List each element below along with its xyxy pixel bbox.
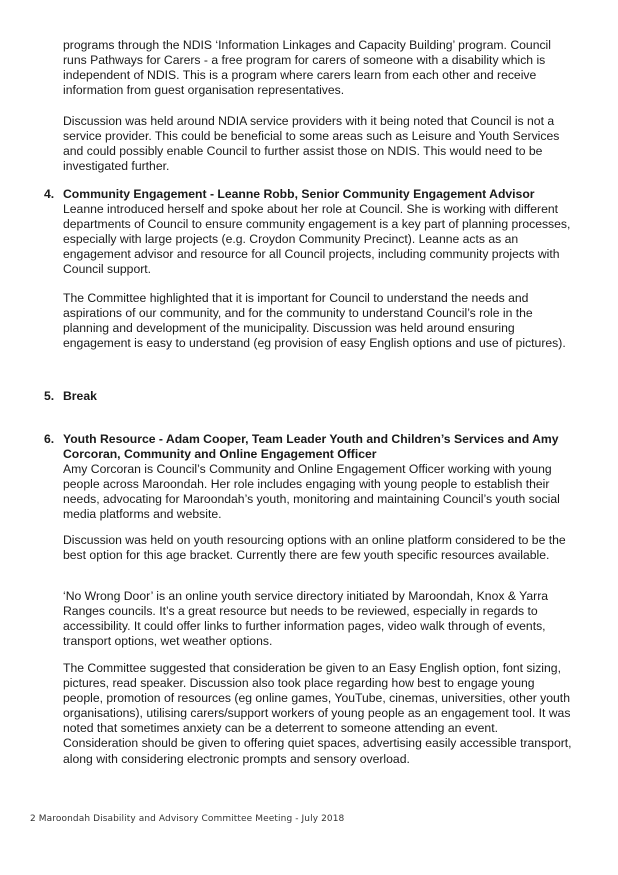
section-paragraph: Leanne introduced herself and spoke about her role at Council. She is working with different departments of Council to ensure community engagement is a key part of planning processes, especially with large projects (e.g. Croydon Community Precinct). Leanne acts as an engagement advisor and resource for all Council projects, including community projects with Council support.	[63, 202, 571, 277]
section-number: 6.	[44, 432, 55, 446]
intro-paragraph-2: Discussion was held around NDIA service providers with it being noted that Council is not a service provider. This could be beneficial to some areas such as Leisure and Youth Services and could possibly enable Council to further assist those on NDIS. This would need to be investigated further.	[63, 114, 560, 174]
page-footer: 2 Maroondah Disability and Advisory Committee Meeting - July 2018	[30, 814, 345, 824]
section-number: 4.	[44, 187, 55, 201]
section-4-paragraph-2: The Committee highlighted that it is important for Council to understand the needs and aspirations of our community, and for the community to understand Council’s role in the planning and development of the municipality. Discussion was held around ensuring engagement is easy to understand (eg provision of easy English options and use of pictures).	[63, 291, 566, 351]
section-number: 5.	[44, 389, 55, 403]
section-youth-resource	[44, 432, 574, 523]
section-6-paragraph-3: ‘No Wrong Door’ is an online youth service directory initiated by Maroondah, Knox & Yarra Ranges councils. It’s a great resource but needs to be reviewed, especially in regards to accessibility. It could offer links to further information pages, video walk through of events, transport options, wet weather options.	[63, 589, 549, 649]
section-community-engagement	[44, 187, 574, 278]
section-break	[44, 389, 574, 404]
section-6-paragraph-2: Discussion was held on youth resourcing options with an online platform considered to be the best option for this age bracket. Currently there are few youth specific resources available.	[63, 533, 566, 563]
section-title: Break	[63, 389, 97, 403]
intro-paragraph-1: programs through the NDIS ‘Information Linkages and Capacity Building’ program. Council runs Pathways for Carers - a free program for carers of someone with a disability which is independent of NDIS. This is a program where carers learn from each other and receive information from guest organisation representatives.	[63, 38, 551, 98]
section-title: Community Engagement - Leanne Robb, Senior Community Engagement Advisor	[63, 187, 535, 201]
section-paragraph: Amy Corcoran is Council’s Community and Online Engagement Officer working with young people across Maroondah. Her role includes engaging with young people to establish their needs, advocating for Maroondah’s youth, monitoring and maintaining Council’s youth social media platforms and website.	[63, 462, 560, 522]
section-6-paragraph-4: The Committee suggested that consideration be given to an Easy English option, font sizing, pictures, read speaker. Discussion also took place regarding how best to engage young people, promotion of resources (eg online games, YouTube, cinemas, universities, other youth organisations), utilising carers/support workers of young people as an engagement tool. It was noted that sometimes anxiety can be a deterrent to someone attending an event. Consideration should be given to offering quiet spaces, advertising easily accessible transport, along with considering electronic prompts and sensory overload.	[63, 661, 572, 766]
section-title: Youth Resource - Adam Cooper, Team Leader Youth and Children’s Services and Amy Corcoran, Community and Online Engagement Officer	[63, 432, 559, 462]
